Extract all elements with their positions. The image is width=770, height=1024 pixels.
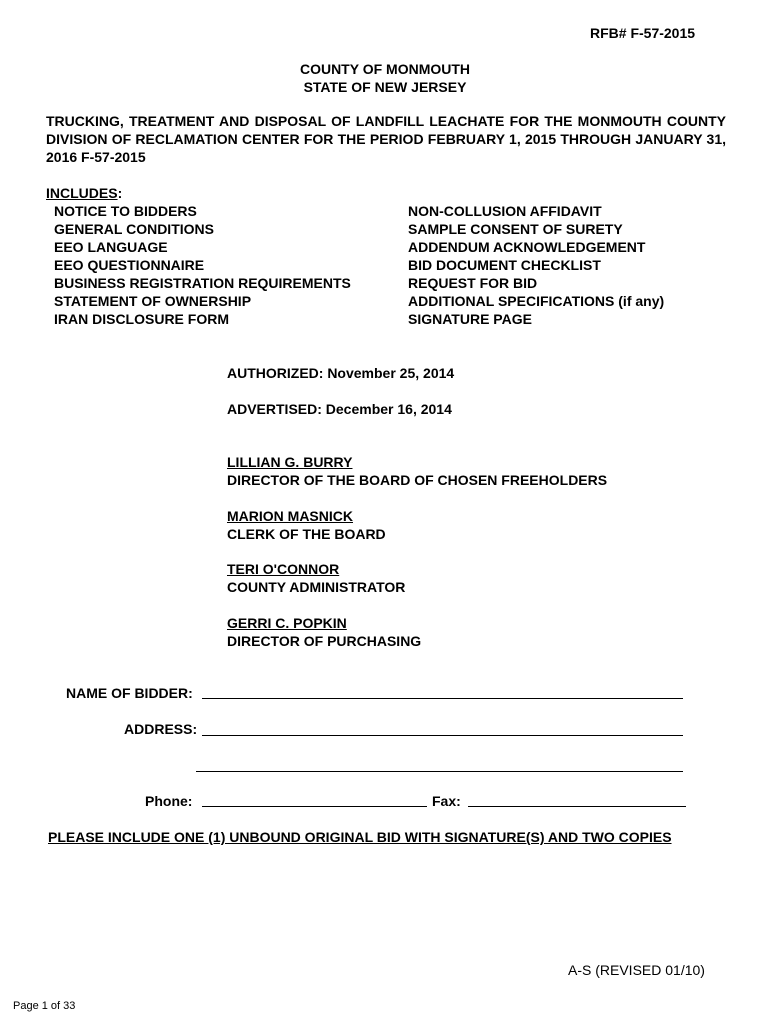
list-item: SIGNATURE PAGE <box>408 311 532 327</box>
list-item: STATEMENT OF OWNERSHIP <box>54 293 252 309</box>
list-item: SAMPLE CONSENT OF SURETY <box>408 221 623 237</box>
list-item: NON-COLLUSION AFFIDAVIT <box>408 203 602 219</box>
includes-heading <box>46 184 122 202</box>
copies-notice: PLEASE INCLUDE ONE (1) UNBOUND ORIGINAL BID WITH SIGNATURE(S) AND TWO COPIES <box>48 829 672 845</box>
official-name: TERI O'CONNOR <box>227 561 340 577</box>
bidder-name-label: NAME OF BIDDER: <box>66 685 193 701</box>
state-name: STATE OF NEW JERSEY <box>303 79 467 95</box>
authorized-date: AUTHORIZED: November 25, 2014 <box>227 365 455 381</box>
advertised-date: ADVERTISED: December 16, 2014 <box>227 401 452 417</box>
includes-list-right <box>408 202 664 328</box>
list-item: GENERAL CONDITIONS <box>54 221 214 237</box>
list-item: NOTICE TO BIDDERS <box>54 203 197 219</box>
bidder-name-field[interactable] <box>202 698 683 699</box>
phone-label: Phone: <box>145 793 193 809</box>
official-title: CLERK OF THE BOARD <box>227 526 386 542</box>
list-item: BUSINESS REGISTRATION REQUIREMENTS <box>54 275 351 291</box>
list-item: ADDENDUM ACKNOWLEDGEMENT <box>408 239 646 255</box>
document-title: TRUCKING, TREATMENT AND DISPOSAL OF LANDFILL LEACHATE FOR THE MONMOUTH COUNTY DIVISION OF RECLAMATION CENTER FOR THE PERIOD FEBRUARY 1, 2015 THROUGH JANUARY 31, 2016 F-57-2015 <box>46 113 726 165</box>
official-title: DIRECTOR OF PURCHASING <box>227 633 422 649</box>
list-item: BID DOCUMENT CHECKLIST <box>408 257 601 273</box>
revision-note: A-S (REVISED 01/10) <box>568 962 705 978</box>
rfb-number: RFB# F-57-2015 <box>590 25 696 41</box>
page-number: Page 1 of 33 <box>13 1000 76 1012</box>
list-item: EEO LANGUAGE <box>54 239 168 255</box>
official-title: COUNTY ADMINISTRATOR <box>227 579 406 595</box>
official-name: GERRI C. POPKIN <box>227 615 347 631</box>
includes-heading-colon: : <box>117 185 123 201</box>
address-field-line-1[interactable] <box>202 735 683 736</box>
list-item: REQUEST FOR BID <box>408 275 538 291</box>
official-title: DIRECTOR OF THE BOARD OF CHOSEN FREEHOLDERS <box>227 472 608 488</box>
includes-list-left <box>54 202 351 328</box>
address-field-line-2[interactable] <box>196 771 683 772</box>
address-label: ADDRESS: <box>124 721 198 737</box>
official-name: MARION MASNICK <box>227 508 353 524</box>
official-name: LILLIAN G. BURRY <box>227 454 353 470</box>
list-item: ADDITIONAL SPECIFICATIONS (if any) <box>408 293 665 309</box>
fax-field[interactable] <box>468 806 686 807</box>
list-item: IRAN DISCLOSURE FORM <box>54 311 229 327</box>
county-name: COUNTY OF MONMOUTH <box>299 61 471 77</box>
includes-heading-label: INCLUDES <box>46 185 118 201</box>
fax-label: Fax: <box>432 793 461 809</box>
list-item: EEO QUESTIONNAIRE <box>54 257 205 273</box>
phone-field[interactable] <box>202 806 427 807</box>
